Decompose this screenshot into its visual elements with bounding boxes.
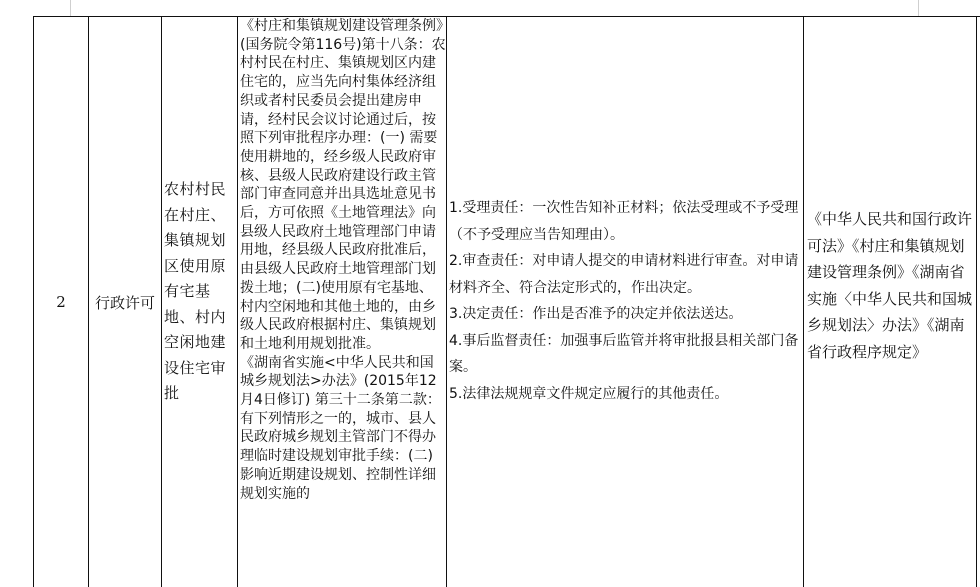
row-legal-basis: 《村庄和集镇规划建设管理条例》(国务院令第116号)第十八条：农村村民在村庄、集镇规划区内建住宅的，应当先向村集体经济组织或者村民委员会提出建房申请，经村民会议讨论通过后，按照下列审批程序办理：(一) 需要使用耕地的，经乡级人民政府审核、县级人民政府建设行政主管部门审查同意并出具选址意见书后，方可依照《土地管理法》向县级人民政府土地管理部门申请用地，经县级人民政府批准后，由县级人民政府土地管理部门划拨土地；(二)使用原有宅基地、村内空闲地和其他土地的，由乡级人民政府根据村庄、集镇规划和土地利用规划批准。 《湖南省实施<中华人民共和国城乡规划法>办法》(2015年12月4日修订) 第三十二条第二款：有下列情形之一的，城市、县人民政府城乡规划主管部门不得办理临时建设规划审批手续：(二) 影响近期建设规划、控制性详细规划实施的 — [240, 18, 446, 502]
row-law-reference: 《中华人民共和国行政许可法》《村庄和集镇规划建设管理条例》《湖南省实施〈中华人民共和国城乡规划法〉办法》《湖南省行政程序规定》 — [807, 210, 973, 361]
row-type: 行政许可 — [94, 293, 155, 312]
row-item-name: 农村村民在村庄、集镇规划区使用原有宅基地、村内空闲地建设住宅审批 — [164, 180, 227, 402]
duty-item: 2.审查责任：对申请人提交的申请材料进行审查。对申请材料齐全、符合法定形式的，作出决定。 — [449, 253, 799, 296]
duty-item: 4.事后监督责任：加强事后监管并将审批报县相关部门备案。 — [449, 332, 799, 375]
row-duty-list — [449, 195, 801, 407]
table-border-col-2 — [161, 16, 162, 587]
table-border-col-4 — [446, 16, 447, 587]
table-top-border — [33, 16, 980, 17]
margin-guide-left — [70, 0, 71, 16]
table-border-col-5 — [803, 16, 804, 587]
duty-item: 3.决定责任：作出是否准予的决定并依法送达。 — [449, 306, 743, 322]
row-type-cell — [90, 17, 160, 587]
page-top-margin — [0, 0, 980, 16]
row-seq-cell — [34, 17, 88, 587]
duty-item: 5.法律法规规章文件规定应履行的其他责任。 — [449, 385, 729, 402]
margin-guide-right — [918, 0, 919, 16]
table-border-col-3 — [237, 16, 238, 587]
duty-item: 1.受理责任：一次性告知补正材料；依法受理或不予受理（不予受理应当告知理由）。 — [449, 200, 799, 243]
table-border-col-1 — [88, 16, 89, 587]
table-border-col-6 — [976, 16, 977, 587]
row-seq: 2 — [56, 293, 66, 311]
